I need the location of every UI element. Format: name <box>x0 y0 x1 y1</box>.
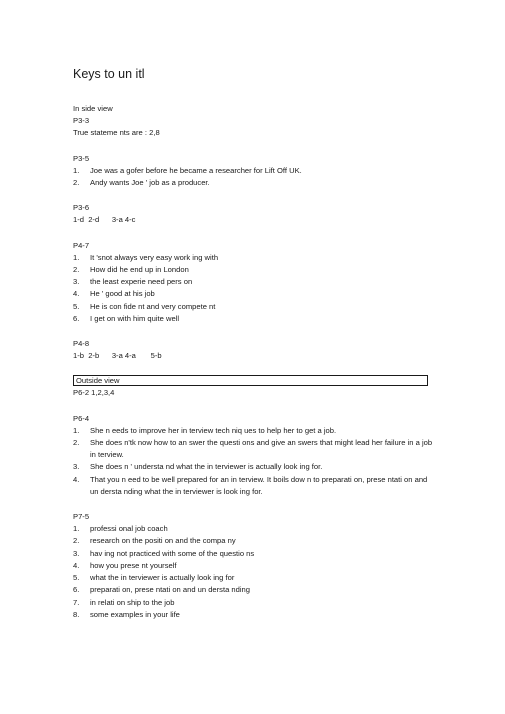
item-number: 2. <box>73 438 80 448</box>
spacer <box>73 140 433 153</box>
item-number: 5. <box>73 301 80 311</box>
list-item <box>73 276 433 288</box>
item-number: 8. <box>73 609 80 619</box>
item-text: He is con fide nt and very compete nt <box>90 301 216 311</box>
exercise-answer-p3-3: True stateme nts are : 2,8 <box>73 128 160 138</box>
item-number: 3. <box>73 548 80 558</box>
list-item <box>73 461 433 473</box>
item-text: She does n ' understa nd what the in terviewer is actually look ing for. <box>90 462 323 472</box>
exercise-answer-p3-6: 1-d 2-d 3-a 4-c <box>73 215 136 225</box>
item-text: She n eeds to improve her in terview tech niq ues to help her to get a job. <box>90 425 337 435</box>
list-item <box>73 313 433 325</box>
list-item <box>73 474 433 498</box>
list-item <box>73 252 433 264</box>
item-number: 1. <box>73 524 80 534</box>
item-number: 2. <box>73 536 80 546</box>
page-title: Keys to un itl <box>73 67 145 81</box>
exercise-label-p3-3: P3-3 <box>73 116 90 126</box>
spacer <box>73 227 433 240</box>
item-number: 7. <box>73 597 80 607</box>
item-number: 2. <box>73 265 80 275</box>
list-item <box>73 584 433 596</box>
list-item <box>73 572 433 584</box>
document-page <box>73 66 433 621</box>
item-text: Joe was a gofer before he became a researcher for Lift Off UK. <box>90 165 302 175</box>
item-text: professi onal job coach <box>90 524 168 534</box>
item-text: It 'snot always very easy work ing with <box>90 252 219 262</box>
exercise-answer-p4-8: 1-b 2-b 3-a 4-a 5-b <box>73 351 162 361</box>
spacer <box>73 362 433 375</box>
exercise-label-p6-4: P6-4 <box>73 413 90 423</box>
item-text: Andy wants Joe ' job as a producer. <box>90 178 210 188</box>
item-text: He ' good at his job <box>90 289 155 299</box>
list-item <box>73 288 433 300</box>
section-heading-inside-view: In side view <box>73 104 113 113</box>
spacer <box>73 189 433 202</box>
item-text: in relati on ship to the job <box>90 597 175 607</box>
item-number: 4. <box>73 474 80 484</box>
answer-list-p6-4 <box>73 425 433 498</box>
exercise-answer-p6-2: P6-2 1,2,3,4 <box>73 388 115 398</box>
item-text: I get on with him quite well <box>90 313 180 323</box>
exercise-label-p3-6: P3-6 <box>73 203 90 213</box>
exercise-label-p4-7: P4-7 <box>73 240 90 250</box>
item-number: 6. <box>73 313 80 323</box>
answer-list-p7-5 <box>73 523 433 621</box>
list-item <box>73 437 433 461</box>
item-number: 2. <box>73 178 80 188</box>
item-text: the least experie need pers on <box>90 277 193 287</box>
answer-list-p3-5 <box>73 165 433 189</box>
item-number: 6. <box>73 585 80 595</box>
item-number: 4. <box>73 289 80 299</box>
item-text: what the in terviewer is actually look ing for <box>90 573 235 583</box>
list-item <box>73 177 433 189</box>
exercise-label-p3-5: P3-5 <box>73 153 90 163</box>
item-number: 3. <box>73 462 80 472</box>
answer-list-p4-7 <box>73 252 433 325</box>
item-text: That you n eed to be well prepared for an in terview. It boils dow n to preparati on, prese ntati on and un dersta nding what the in terviewer is look ing for. <box>90 474 428 496</box>
list-item <box>73 425 433 437</box>
list-item <box>73 609 433 621</box>
list-item <box>73 165 433 177</box>
section-heading-outside-view: Outside view <box>73 375 428 386</box>
item-number: 5. <box>73 573 80 583</box>
item-text: How did he end up in London <box>90 265 189 275</box>
list-item <box>73 523 433 535</box>
item-number: 1. <box>73 252 80 262</box>
list-item <box>73 560 433 572</box>
item-text: how you prese nt yourself <box>90 560 177 570</box>
list-item <box>73 597 433 609</box>
item-number: 1. <box>73 165 80 175</box>
item-text: some examples in your life <box>90 609 180 619</box>
item-text: research on the positi on and the compa ny <box>90 536 236 546</box>
item-text: hav ing not practiced with some of the questio ns <box>90 548 255 558</box>
exercise-label-p7-5: P7-5 <box>73 512 90 522</box>
spacer <box>73 325 433 338</box>
spacer <box>73 400 433 413</box>
list-item <box>73 264 433 276</box>
list-item <box>73 535 433 547</box>
item-number: 3. <box>73 277 80 287</box>
item-number: 1. <box>73 425 80 435</box>
item-number: 4. <box>73 560 80 570</box>
list-item <box>73 548 433 560</box>
item-text: preparati on, prese ntati on and un dersta nding <box>90 585 251 595</box>
spacer <box>73 498 433 511</box>
list-item <box>73 301 433 313</box>
item-text: She does n'tk now how to an swer the questi ons and give an swers that might lead her failure in a job in terview. <box>90 438 433 460</box>
exercise-label-p4-8: P4-8 <box>73 339 90 349</box>
